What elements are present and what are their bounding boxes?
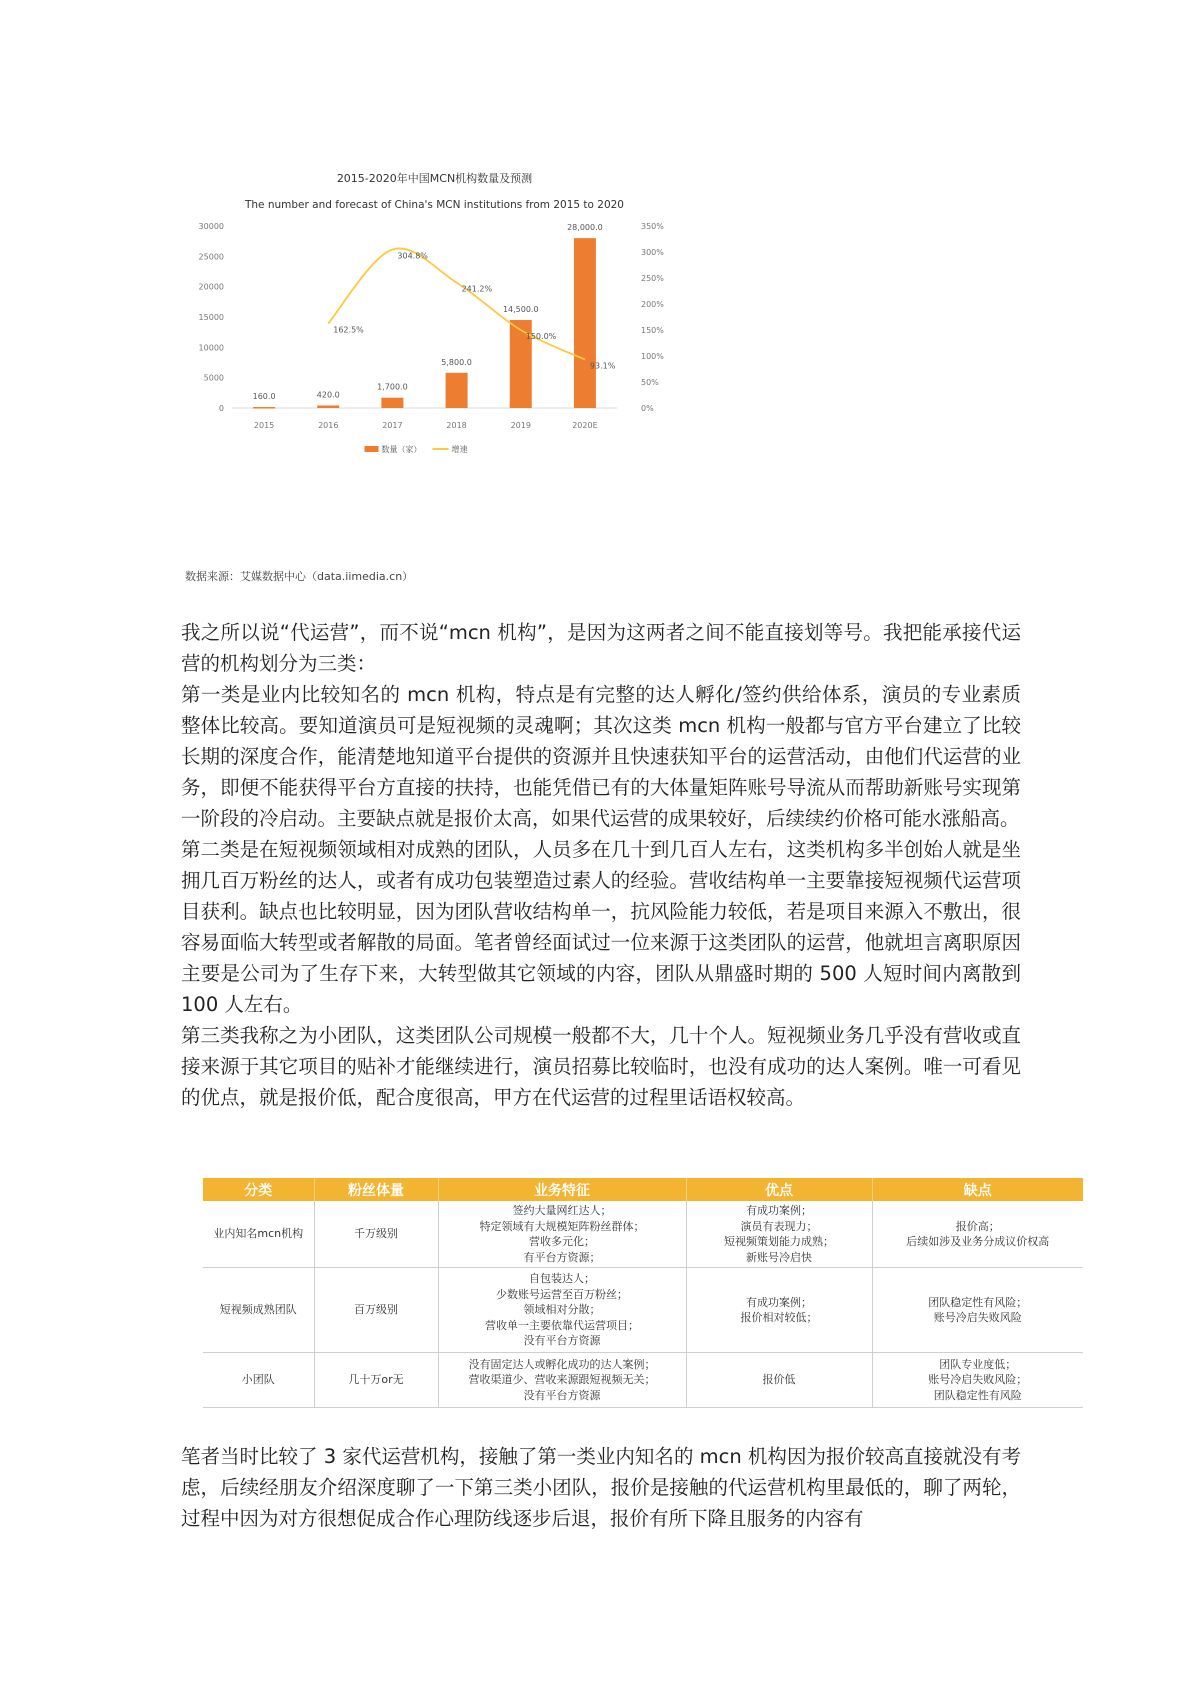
header-fans: 粉丝体量	[314, 1178, 438, 1201]
y-right-tick-label: 50%	[641, 378, 659, 387]
bar-data-label: 160.0	[252, 392, 276, 402]
bar-data-label: 14,500.0	[502, 305, 539, 315]
y-left-tick-label: 30000	[198, 222, 224, 231]
y-left-tick-label: 25000	[198, 252, 224, 262]
cell-line: 营收多元化；	[529, 1235, 595, 1248]
table-row	[203, 1353, 1083, 1408]
table-row	[203, 1268, 1083, 1353]
cell-line: 签约大量网红达人；	[512, 1204, 612, 1217]
cell-line: 自包装达人；	[529, 1272, 595, 1286]
cell-line: 报价相对较低；	[740, 1311, 818, 1324]
cell-line: 账号冷启失败风险	[933, 1311, 1022, 1324]
cell-pros	[686, 1353, 872, 1408]
bar	[446, 373, 468, 408]
cell-line: 后续如涉及业务分成议价权高	[906, 1235, 1050, 1248]
line-data-label: 162.5%	[333, 325, 364, 335]
paragraph: 第二类是在短视频领域相对成熟的团队，人员多在几十到几百人左右，这类机构多半创始人就是坐拥几百万粉丝的达人，或者有成功包装塑造过素人的经验。营收结构单一主要靠接短视频代运营项目获利。缺点也比较明显，因为团队营收结构单一，抗风险能力较低，若是项目来源入不敷出，很容易面临大转型或者解散的局面。笔者曾经面试过一位来源于这类团队的运营，他就坦言离职原因主要是公司为了生存下来，大转型做其它领域的内容，团队从鼎盛时期的 500 人短时间内离散到 100 人左右。	[181, 838, 1021, 1016]
data-source-note: 数据来源：艾媒数据中心（data.iimedia.cn）	[185, 570, 414, 583]
cell-fans: 百万级别	[314, 1268, 438, 1353]
bar	[317, 405, 339, 408]
growth-line	[328, 248, 585, 359]
cell-cons	[872, 1268, 1083, 1353]
cell-category: 业内知名mcn机构	[203, 1201, 314, 1268]
paragraph: 第一类是业内比较知名的 mcn 机构，特点是有完整的达人孵化/签约供给体系，演员的专业素质整体比较高。要知道演员可是短视频的灵魂啊；其次这类 mcn 机构一般都与官方平台建立了比较长期的深度合作，能清楚地知道平台提供的资源并且快速获知平台的运营活动，由他们代运营的业务，即便不能获得平台方直接的扶持，也能凭借已有的大体量矩阵账号导流从而帮助新账号实现第一阶段的冷启动。主要缺点就是报价太高，如果代运营的成果较好，后续续约价格可能水涨船高。	[181, 683, 1021, 830]
header-features: 业务特征	[438, 1178, 686, 1201]
x-tick-label: 2015	[253, 421, 275, 430]
cell-line: 没有平台方资源	[523, 1388, 601, 1402]
cell-line: 有成功案例；	[746, 1204, 812, 1217]
article-text-top	[181, 617, 1021, 1113]
cell-line: 营收渠道少、营收来源跟短视频无关；	[468, 1373, 656, 1387]
y-right-tick-label: 200%	[641, 300, 664, 309]
legend-label: 数量（家）	[381, 445, 422, 454]
cell-line: 营收单一主要依靠代运营项目；	[485, 1318, 639, 1332]
cell-cons	[872, 1201, 1083, 1268]
cell-line: 领域相对分散；	[523, 1303, 601, 1317]
cell-fans: 千万级别	[314, 1201, 438, 1268]
chart-svg	[185, 170, 705, 500]
legend-label: 增速	[451, 445, 468, 454]
cell-line: 特定领域有大规模矩阵粉丝群体；	[479, 1219, 645, 1233]
cell-cons	[872, 1353, 1083, 1408]
cell-line: 新账号冷启快	[746, 1250, 812, 1264]
chart-subtitle: The number and forecast of China's MCN institutions from 2015 to 2020	[244, 199, 625, 211]
y-left-tick-label: 5000	[203, 373, 224, 383]
y-left-tick-label: 15000	[198, 313, 224, 322]
y-right-tick-label: 350%	[641, 222, 664, 231]
cell-pros	[686, 1268, 872, 1353]
chart-title: 2015-2020年中国MCN机构数量及预测	[336, 172, 533, 185]
bar	[253, 407, 275, 409]
x-tick-label: 2019	[510, 421, 531, 430]
y-right-tick-label: 150%	[641, 326, 664, 335]
cell-features	[438, 1353, 686, 1408]
header-category: 分类	[203, 1178, 314, 1201]
cell-line: 账号冷启失败风险；	[928, 1373, 1028, 1387]
bar	[381, 398, 403, 408]
bar-data-label: 1,700.0	[377, 382, 408, 392]
bar-data-label: 5,800.0	[441, 357, 472, 367]
article-text-bottom	[181, 1441, 1021, 1534]
x-tick-label: 2018	[446, 421, 467, 430]
cell-category: 小团队	[203, 1353, 314, 1408]
cell-features	[438, 1268, 686, 1353]
cell-line: 报价低	[762, 1373, 796, 1387]
cell-line: 团队稳定性有风险	[933, 1388, 1022, 1402]
cell-fans: 几十万or无	[314, 1353, 438, 1408]
header-cons: 缺点	[872, 1178, 1083, 1201]
cell-line: 报价高；	[955, 1219, 1000, 1233]
table-row	[203, 1201, 1083, 1268]
header-pros: 优点	[686, 1178, 872, 1201]
paragraph: 笔者当时比较了 3 家代运营机构，接触了第一类业内知名的 mcn 机构因为报价较高直接就没有考虑，后续经朋友介绍深度聊了一下第三类小团队，报价是接触的代运营机构里最低的，聊了两轮，过程中因为对方很想促成合作心理防线逐步后退，报价有所下降且服务的内容有	[181, 1445, 1021, 1530]
cell-line: 团队专业度低；	[939, 1357, 1017, 1371]
cell-line: 没有平台方资源	[523, 1334, 601, 1348]
bar-data-label: 28,000.0	[567, 223, 603, 233]
x-tick-label: 2020E	[572, 421, 598, 430]
line-data-label: 150.0%	[525, 332, 557, 341]
y-left-tick-label: 0	[218, 404, 224, 413]
legend-swatch-bar	[365, 446, 379, 452]
cell-line: 有成功案例；	[746, 1295, 812, 1309]
cell-category: 短视频成熟团队	[203, 1268, 314, 1353]
y-right-tick-label: 100%	[641, 352, 664, 361]
cell-line: 有平台方资源；	[523, 1250, 601, 1264]
cell-line: 没有固定达人或孵化成功的达人案例；	[468, 1357, 656, 1371]
y-right-tick-label: 250%	[641, 274, 664, 283]
cell-pros	[686, 1201, 872, 1268]
y-left-tick-label: 20000	[198, 282, 224, 292]
mcn-chart	[185, 170, 705, 500]
cell-line: 短视频策划能力成熟；	[724, 1235, 834, 1248]
x-tick-label: 2016	[318, 421, 339, 430]
y-right-tick-label: 0%	[641, 404, 654, 413]
cell-line: 团队稳定性有风险；	[928, 1295, 1028, 1309]
line-data-label: 304.8%	[397, 251, 428, 261]
paragraph: 我之所以说“代运营”，而不说“mcn 机构”，是因为这两者之间不能直接划等号。我把能承接代运营的机构划分为三类：	[181, 621, 1021, 675]
bar-data-label: 420.0	[316, 390, 340, 400]
cell-features	[438, 1201, 686, 1268]
line-data-label: 241.2%	[461, 284, 493, 294]
bar	[574, 238, 596, 408]
y-left-tick-label: 10000	[198, 343, 224, 353]
x-tick-label: 2017	[382, 421, 403, 430]
paragraph: 第三类我称之为小团队，这类团队公司规模一般都不大，几十个人。短视频业务几乎没有营收或直接来源于其它项目的贴补才能继续进行，演员招募比较临时，也没有成功的达人案例。唯一可看见的优点，就是报价低，配合度很高，甲方在代运营的过程里话语权较高。	[181, 1024, 1021, 1109]
table-header-row	[203, 1178, 1083, 1201]
cell-line: 少数账号运营至百万粉丝；	[496, 1287, 628, 1301]
comparison-table	[203, 1178, 1083, 1408]
cell-line: 演员有表现力；	[740, 1219, 818, 1233]
y-right-tick-label: 300%	[641, 248, 664, 257]
line-data-label: 93.1%	[589, 361, 616, 371]
